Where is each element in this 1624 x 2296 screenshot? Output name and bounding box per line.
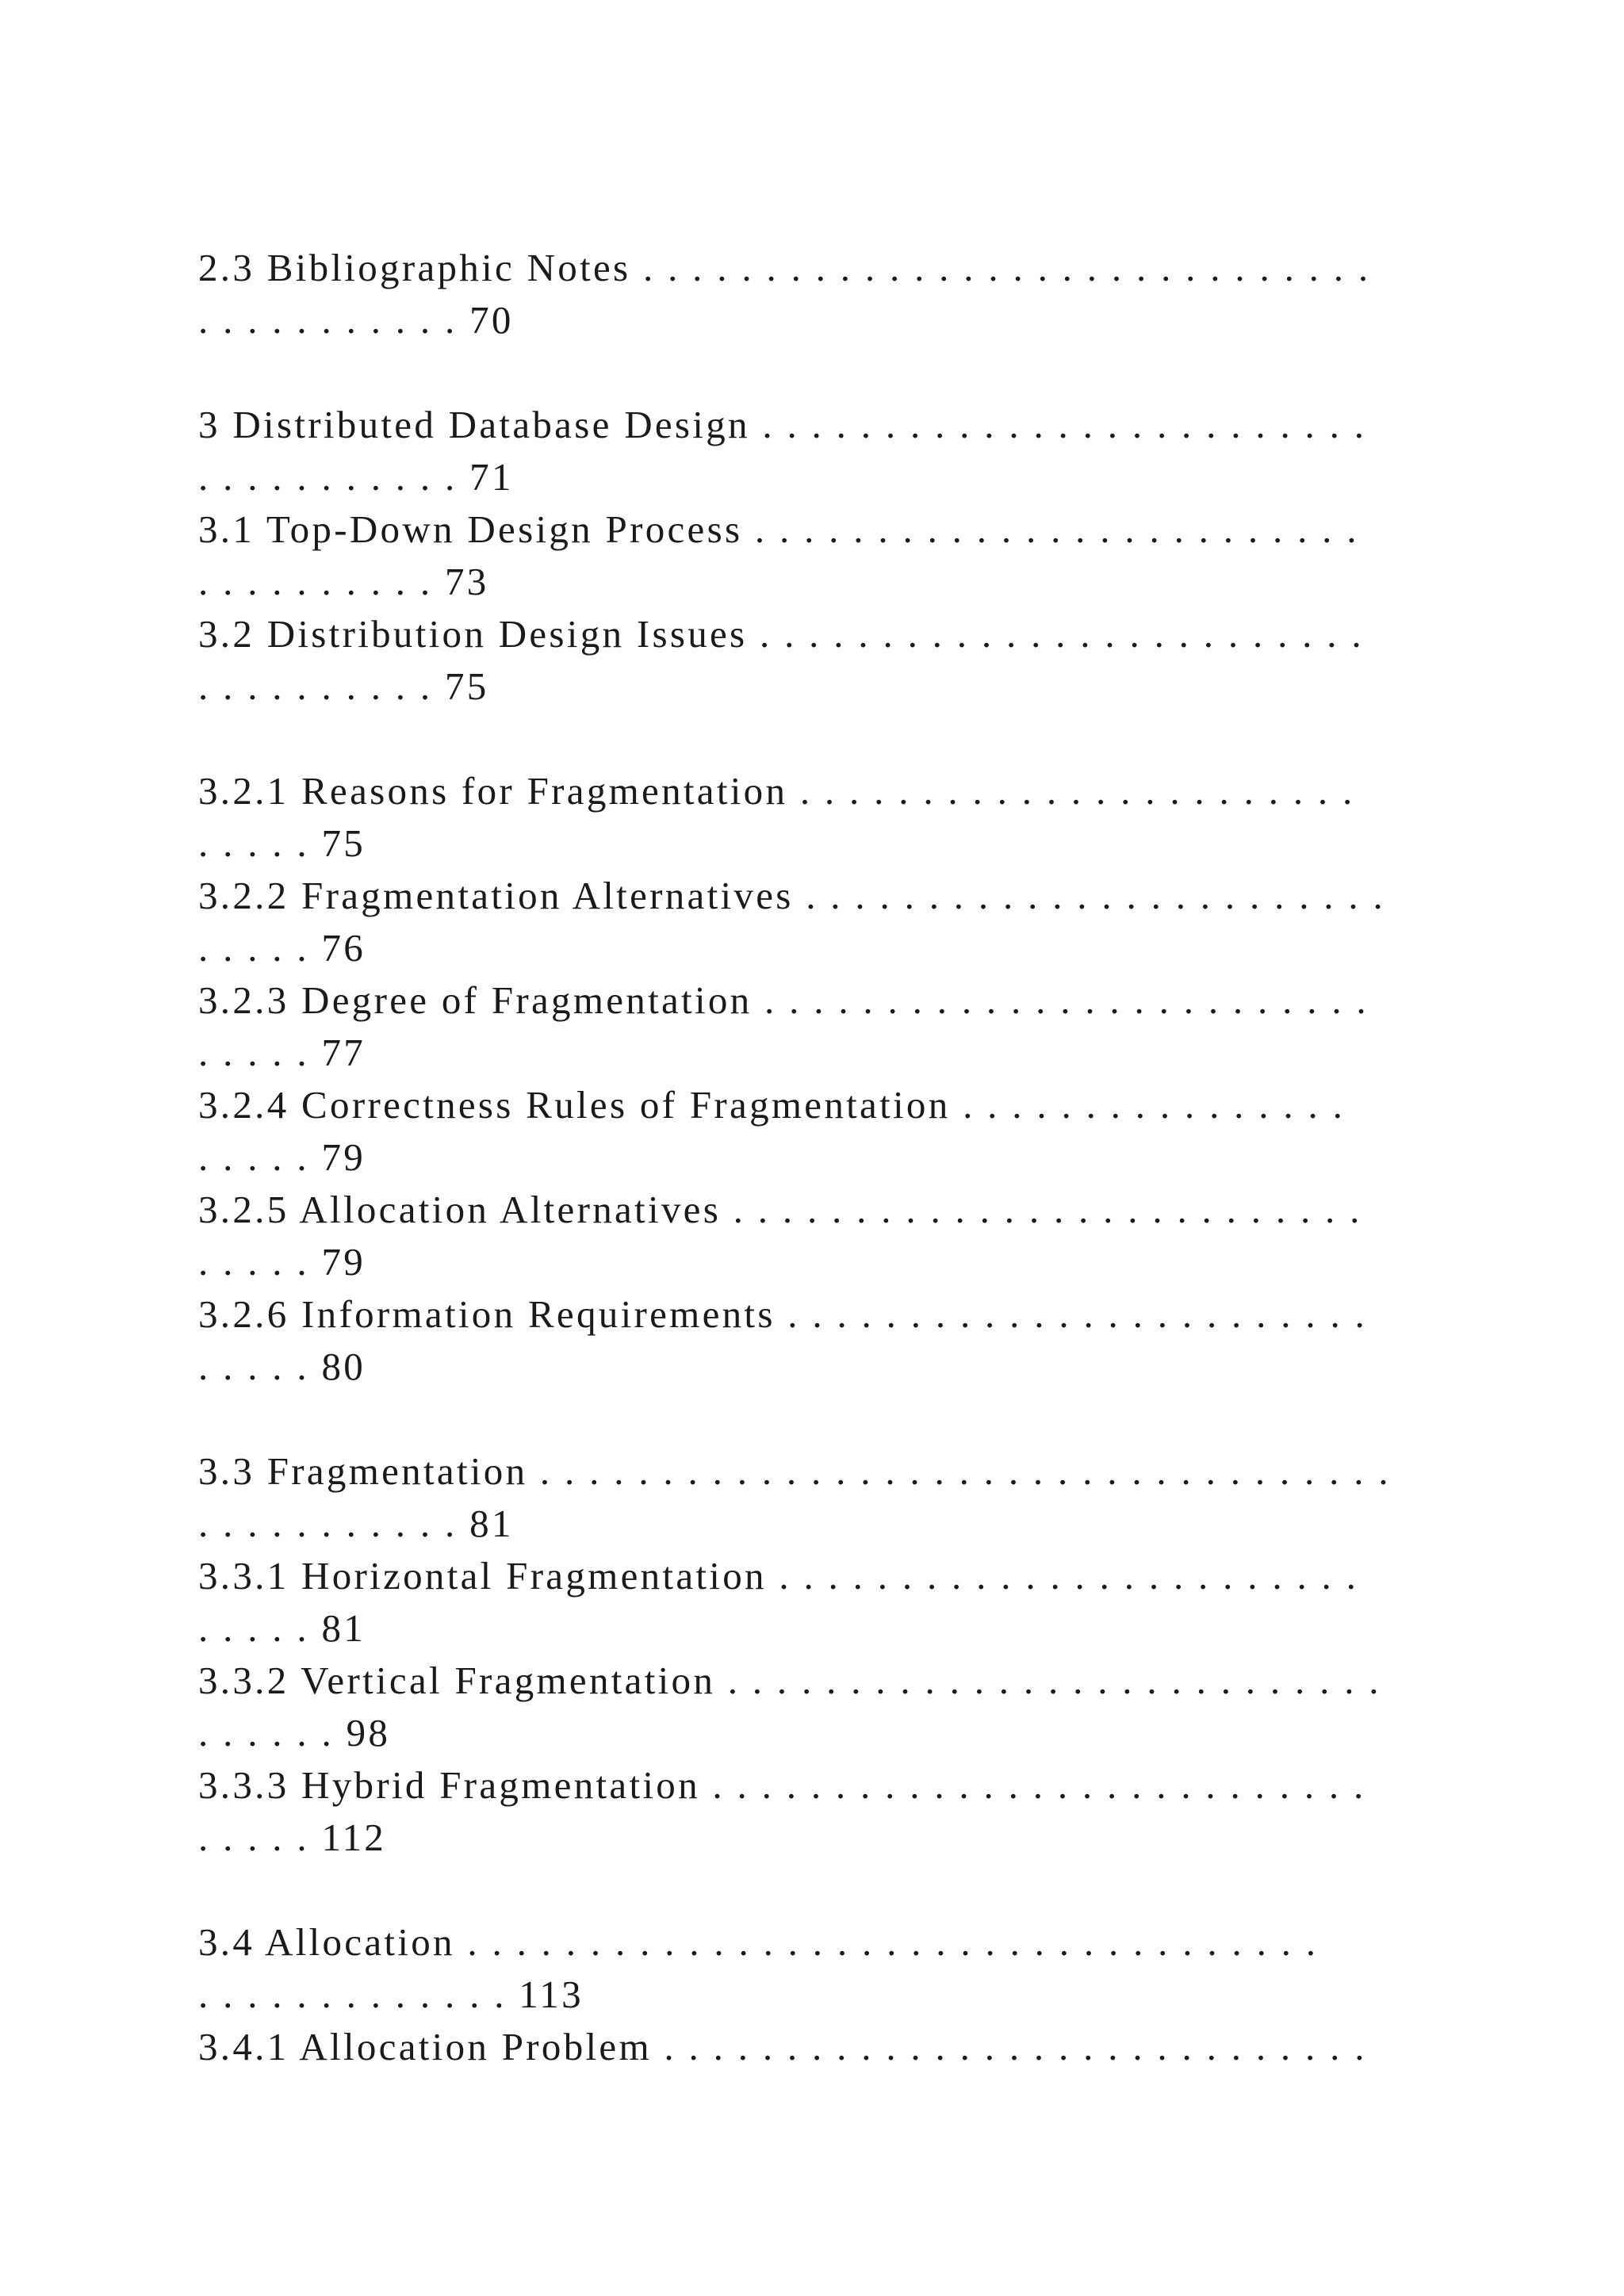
toc-line: 3.2.4 Correctness Rules of Fragmentation . . . . . . . . . . . . . . . . xyxy=(198,1083,1346,1127)
toc-line: 3.4.1 Allocation Problem . . . . . . . . . . . . . . . . . . . . . . . . . . . . . xyxy=(198,2025,1367,2068)
toc-line: 3.1 Top-Down Design Process . . . . . . . . . . . . . . . . . . . . . . . . . xyxy=(198,507,1359,551)
toc-line: 3.2.1 Reasons for Fragmentation . . . . . . . . . . . . . . . . . . . . . . . xyxy=(198,769,1355,813)
toc-line: . . . . . . . . . . . 81 xyxy=(198,1502,514,1545)
toc-line: . . . . . . . . . . . 71 xyxy=(198,455,514,499)
toc-line: 3 Distributed Database Design . . . . . . . . . . . . . . . . . . . . . . . . . xyxy=(198,403,1367,446)
toc-line: 2.3 Bibliographic Notes . . . . . . . . . . . . . . . . . . . . . . . . . . . . . . xyxy=(198,246,1371,289)
toc-line: . . . . . 112 xyxy=(198,1816,387,1859)
toc-line: . . . . . 79 xyxy=(198,1135,366,1179)
toc-line: . . . . . 81 xyxy=(198,1606,366,1650)
toc-gap xyxy=(198,1393,1435,1445)
toc-gap xyxy=(198,1864,1435,1916)
toc-line: 3.3.2 Vertical Fragmentation . . . . . . . . . . . . . . . . . . . . . . . . . . . xyxy=(198,1659,1381,1702)
toc-line: . . . . . . . . . . . . . 113 xyxy=(198,1973,584,2016)
toc-gap xyxy=(198,713,1435,765)
toc-line: 3.2.3 Degree of Fragmentation . . . . . . . . . . . . . . . . . . . . . . . . . xyxy=(198,978,1369,1022)
toc-line: 3.3.1 Horizontal Fragmentation . . . . . . . . . . . . . . . . . . . . . . . . xyxy=(198,1554,1359,1598)
toc-line: . . . . . 79 xyxy=(198,1240,366,1284)
toc-line: 3.3 Fragmentation . . . . . . . . . . . . . . . . . . . . . . . . . . . . . . . . . . . xyxy=(198,1449,1391,1493)
toc-gap xyxy=(198,346,1435,399)
toc-line: 3.3.3 Hybrid Fragmentation . . . . . . . . . . . . . . . . . . . . . . . . . . . xyxy=(198,1763,1366,1807)
toc-line: 3.2.5 Allocation Alternatives . . . . . . . . . . . . . . . . . . . . . . . . . . xyxy=(198,1188,1362,1231)
toc-line: . . . . . . 98 xyxy=(198,1711,391,1755)
toc-line: . . . . . . . . . . . 70 xyxy=(198,298,514,342)
toc-line: 3.2.2 Fragmentation Alternatives . . . . . . . . . . . . . . . . . . . . . . . . xyxy=(198,874,1386,917)
toc-line: . . . . . . . . . . 75 xyxy=(198,664,489,708)
table-of-contents xyxy=(198,242,1435,2073)
toc-line: . . . . . 76 xyxy=(198,926,366,970)
toc-line: . . . . . 80 xyxy=(198,1345,366,1388)
toc-line: 3.2 Distribution Design Issues . . . . . . . . . . . . . . . . . . . . . . . . . xyxy=(198,612,1364,656)
toc-line: 3.4 Allocation . . . . . . . . . . . . . . . . . . . . . . . . . . . . . . . . . . . xyxy=(198,1920,1319,1964)
toc-line: . . . . . . . . . . 73 xyxy=(198,560,489,603)
toc-line: . . . . . 77 xyxy=(198,1031,366,1074)
toc-line: . . . . . 75 xyxy=(198,821,366,865)
toc-line: 3.2.6 Information Requirements . . . . . . . . . . . . . . . . . . . . . . . . xyxy=(198,1292,1368,1336)
